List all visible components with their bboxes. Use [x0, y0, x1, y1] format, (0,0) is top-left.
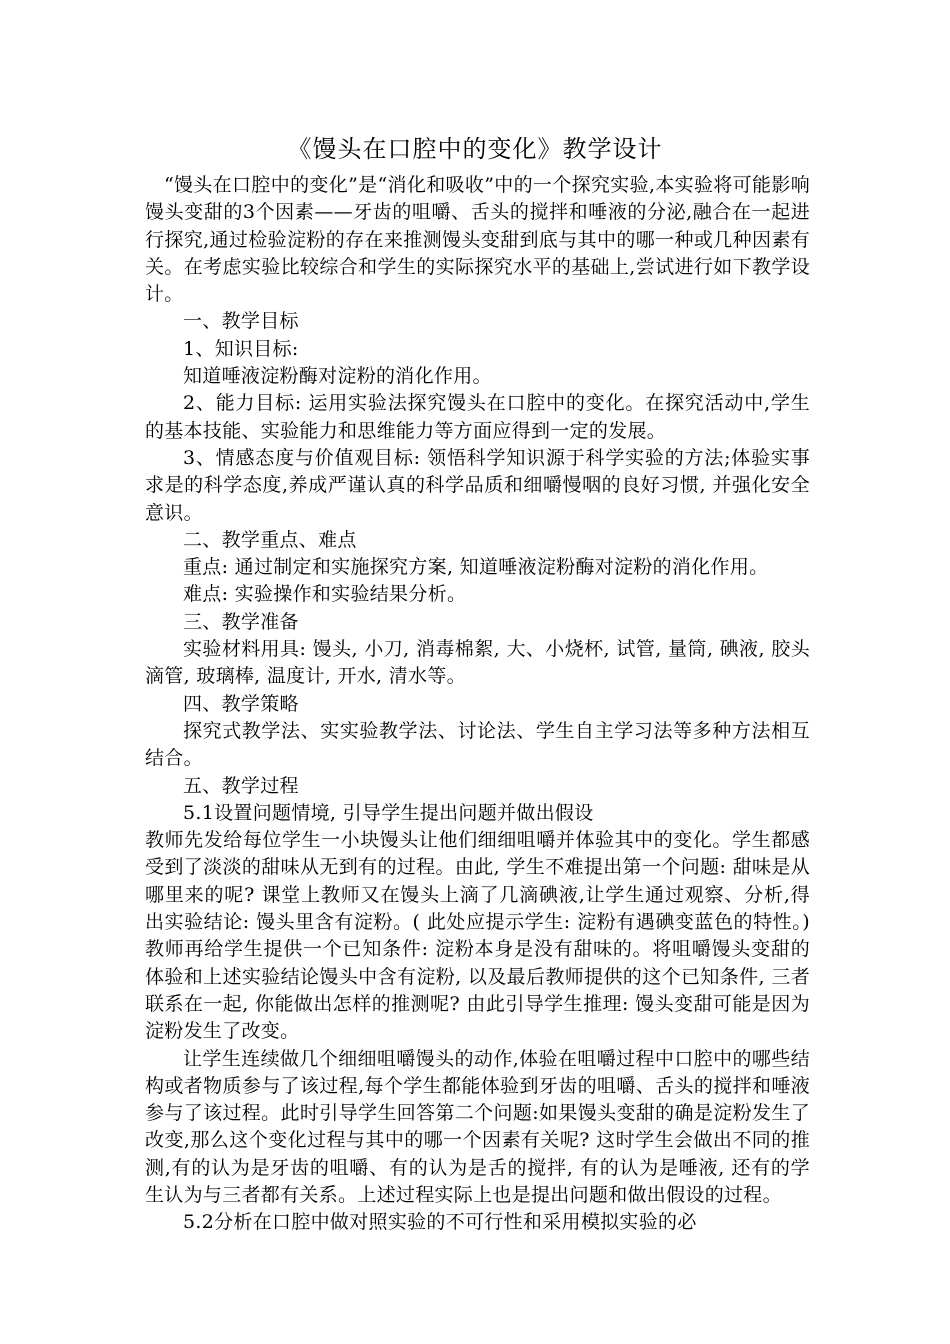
paragraph: 探究式教学法、实实验教学法、讨论法、学生自主学习法等多种方法相互结合。 — [145, 719, 810, 770]
section-heading-key-points: 二、教学重点、难点 — [183, 528, 357, 551]
document-title: 《馒头在口腔中的变化》教学设计 — [287, 135, 663, 163]
paragraph: 教师先发给每位学生一小块馒头让他们细细咀嚼并体验其中的变化。学生都感受到了淡淡的甜味从无到有的过程。由此, 学生不难提出第一个问题: 甜味是从哪里来的呢? 课堂上教师又在馒头上滴了几滴碘液,让学生通过观察、分析,得出实验结论: 馒头里含有淀粉。( 此处应提示学生: 淀粉有遇碘变蓝色的特性。) 教师再给学生提供一个已知条件: 淀粉本身是没有甜味的。将咀嚼馒头变甜的体验和上述实验结论馒头中含有淀粉, 以及最后教师提供的这个已知条件, 三者联系在一起, 你能做出怎样的推测呢? 由此引导学生推理: 馒头变甜可能是因为淀粉发生了改变。 — [145, 829, 810, 1043]
intro-paragraph: “馒头在口腔中的变化”是“消化和吸收”中的一个探究实验,本实验将可能影响馒头变甜的3个因素——牙齿的咀嚼、舌头的搅拌和唾液的分泌,融合在一起进行探究,通过检验淀粉的存在来推测馒头变甜到底与其中的哪一种或几种因素有关。在考虑实验比较综合和学生的实际探究水平的基础上,尝试进行如下教学设计。 — [145, 174, 810, 306]
document-body — [145, 172, 810, 1237]
paragraph: 重点: 通过制定和实施探究方案, 知道唾液淀粉酶对淀粉的消化作用。 — [183, 556, 769, 579]
section-heading-process: 五、教学过程 — [183, 774, 299, 797]
paragraph: 让学生连续做几个细细咀嚼馒头的动作,体验在咀嚼过程中口腔中的哪些结构或者物质参与了该过程,每个学生都能体验到牙齿的咀嚼、舌头的搅拌和唾液参与了该过程。此时引导学生回答第二个问题:如果馒头变甜的确是淀粉发生了改变,那么这个变化过程与其中的哪一个因素有关呢? 这时学生会做出不同的推测,有的认为是牙齿的咀嚼、有的认为是舌的搅拌, 有的认为是唾液, 还有的学生认为与三者都有关系。上述过程实际上也是提出问题和做出假设的过程。 — [145, 1047, 810, 1206]
subheading-5-1: 5.1设置问题情境, 引导学生提出问题并做出假设 — [183, 801, 594, 824]
section-heading-objectives: 一、教学目标 — [183, 310, 299, 333]
section-heading-strategy: 四、教学策略 — [183, 692, 299, 715]
paragraph: 实验材料用具: 馒头, 小刀, 消毒棉絮, 大、小烧杯, 试管, 量筒, 碘液, 胶头滴管, 玻璃棒, 温度计, 开水, 清水等。 — [145, 638, 810, 688]
section-heading-preparation: 三、教学准备 — [183, 610, 299, 633]
paragraph: 难点: 实验操作和实验结果分析。 — [183, 583, 467, 606]
subheading-knowledge-goal: 1、知识目标: — [183, 337, 299, 360]
paragraph: 知道唾液淀粉酶对淀粉的消化作用。 — [183, 365, 492, 388]
subheading-5-2: 5.2分析在口腔中做对照实验的不可行性和采用模拟实验的必 — [183, 1211, 697, 1234]
paragraph: 2、能力目标: 运用实验法探究馒头在口腔中的变化。在探究活动中,学生的基本技能、实验能力和思维能力等方面应得到一定的发展。 — [145, 392, 810, 442]
paragraph: 3、情感态度与价值观目标: 领悟科学知识源于科学实验的方法;体验实事求是的科学态度,养成严谨认真的科学品质和细嚼慢咽的良好习惯, 并强化安全意识。 — [145, 446, 810, 524]
